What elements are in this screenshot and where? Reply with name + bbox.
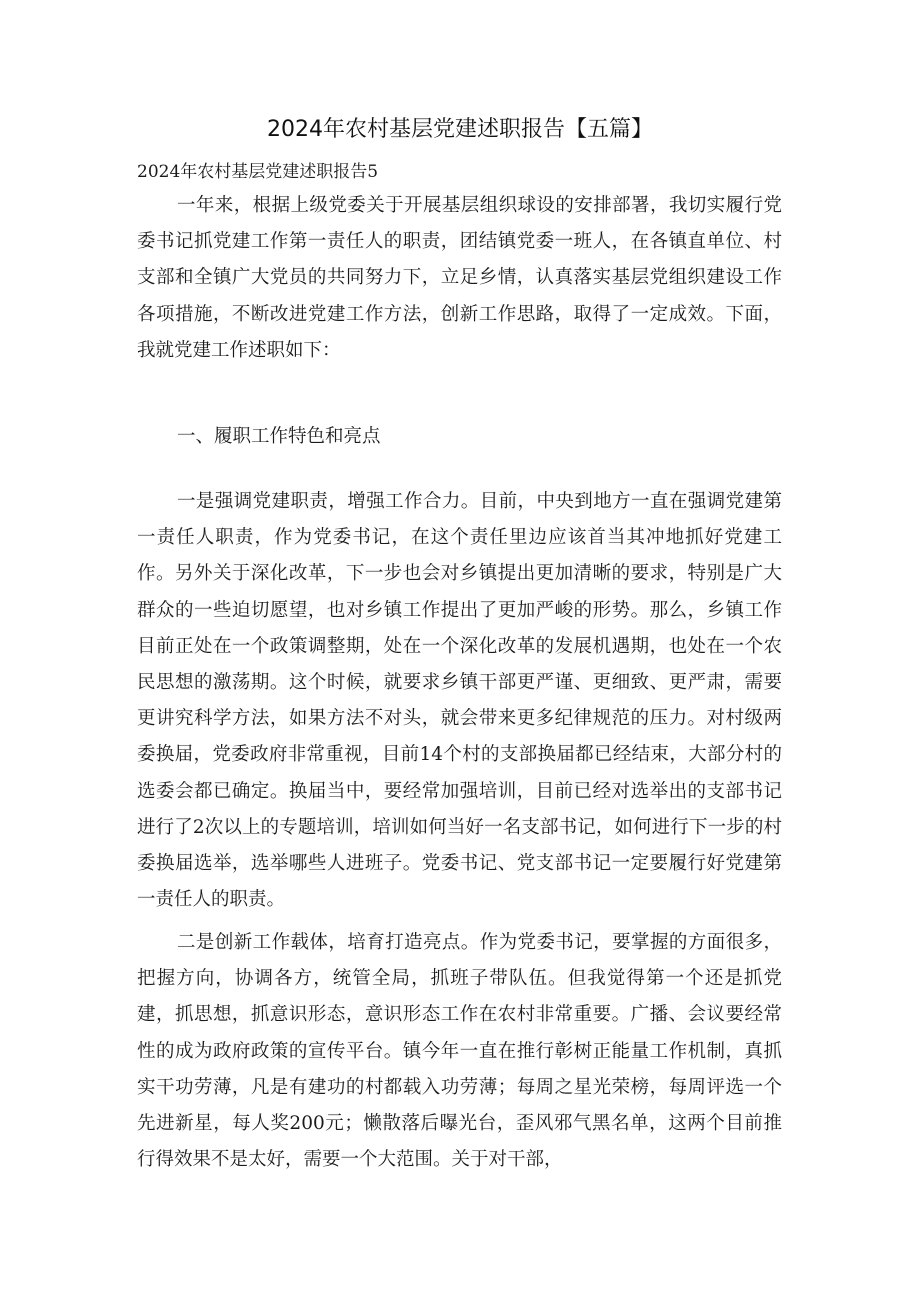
paragraph-point-one: 一是强调党建职责，增强工作合力。目前，中央到地方一直在强调党建第一责任人职责，作为党委书记，在这个责任里边应该首当其冲地抓好党建工作。另外关于深化改革，下一步也会对乡镇提出更加清晰的要求，特别是广大群众的一些迫切愿望，也对乡镇工作提出了更加严峻的形势。那么，乡镇工作目前正处在一个政策调整期，处在一个深化改革的发展机遇期，也处在一个农民思想的激荡期。这个时候，就要求乡镇干部更严谨、更细致、更严肃，需要更讲究科学方法，如果方法不对头，就会带来更多纪律规范的压力。对村级两委换届，党委政府非常重视，目前14个村的支部换届都已经结束，大部分村的选委会都已确定。换届当中，要经常加强培训，目前已经对选举出的支部书记进行了2次以上的专题培训，培训如何当好一名支部书记，如何进行下一步的村委换届选举，选举哪些人进班子。党委书记、党支部书记一定要履行好党建第一责任人的职责。 bbox=[137, 491, 782, 911]
section-heading: 一、履职工作特色和亮点 bbox=[177, 426, 381, 447]
paragraph-intro: 一年来，根据上级党委关于开展基层组织球设的安排部署，我切实履行党委书记抓党建工作第一责任人的职责，团结镇党委一班人，在各镇直单位、村支部和全镇广大党员的共同努力下，立足乡情，认真落实基层党组织建设工作各项措施，不断改进党建工作方法，创新工作思路，取得了一定成效。下面，我就党建工作述职如下： bbox=[137, 195, 782, 361]
document-subtitle: 2024年农村基层党建述职报告5 bbox=[137, 162, 379, 182]
paragraph-point-two: 二是创新工作载体，培育打造亮点。作为党委书记，要掌握的方面很多，把握方向，协调各方，统管全局，抓班子带队伍。但我觉得第一个还是抓党建，抓思想，抓意识形态，意识形态工作在农村非常重要。广播、会议要经常性的成为政府政策的宣传平台。镇今年一直在推行彰树正能量工作机制，真抓实干功劳薄，凡是有建功的村都载入功劳薄；每周之星光荣榜，每周评选一个先进新星，每人奖200元；懒散落后曝光台，歪风邪气黑名单，这两个目前推行得效果不是太好，需要一个大范围。关于对干部， bbox=[137, 932, 782, 1171]
document-title: 2024年农村基层党建述职报告【五篇】 bbox=[267, 117, 653, 142]
